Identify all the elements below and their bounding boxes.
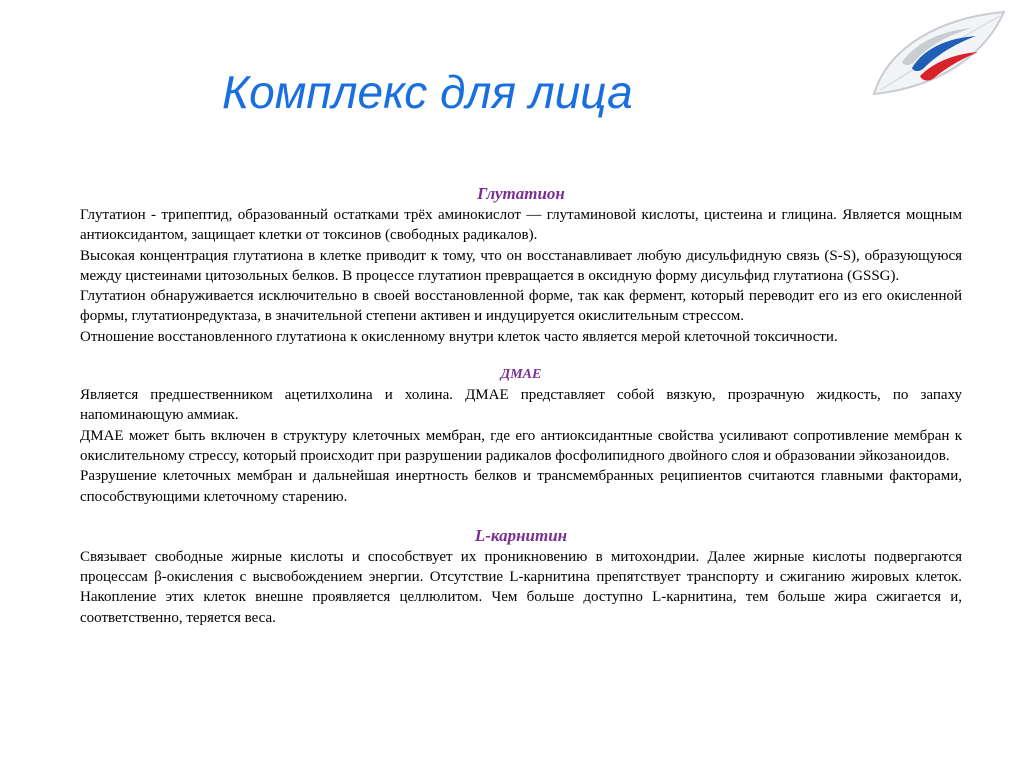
section-spacer [80, 507, 962, 525]
slide-content [80, 183, 962, 628]
section-spacer [80, 347, 962, 365]
slide-title: Комплекс для лица [222, 66, 633, 118]
glutathione-paragraph-1: Глутатион - трипептид, образованный остатками трёх аминокислот — глутаминовой кислоты, цистеина и глицина. Является мощным антиоксидантом, защищает клетки от токсинов (свободных радикалов). [80, 207, 962, 244]
section-heading-glutathione: Глутатион [477, 184, 565, 203]
glutathione-paragraph-3: Глутатион обнаруживается исключительно в своей восстановленной форме, так как фермент, который переводит его из его окисленной формы, глутатионредуктаза, в значительной степени активен и индуцируется окислительным стрессом. [80, 288, 962, 325]
glutathione-paragraph-2: Высокая концентрация глутатиона в клетке приводит к тому, что он восстанавливает любую дисульфидную связь (S-S), образующуюся между цистеинами цитозольных белков. В процессе глутатион превращается в оксидную форму дисульфид глутатиона (GSSG). [80, 247, 962, 284]
dmae-paragraph-2: ДМАЕ может быть включен в структуру клеточных мембран, где его антиоксидантные свойства усиливают сопротивление мембран к окислительному стрессу, который происходит при разрушении радикалов фосфолипидного двойного слоя и образовании эйкозаноидов. [80, 427, 962, 464]
section-heading-l-carnitine: L-карнитин [474, 525, 568, 545]
section-heading-dmae: ДМАЕ [500, 367, 542, 383]
dmae-paragraph-1: Является предшественником ацетилхолина и холина. ДМАЕ представляет собой вязкую, прозрачную жидкость, по запаху напоминающую аммиак. [80, 387, 962, 424]
dmae-paragraph-3: Разрушение клеточных мембран и дальнейшая инертность белков и трансмембранных реципиентов считаются главными факторами, способствующими клеточному старению. [80, 468, 962, 505]
l-carnitine-paragraph-1: Связывает свободные жирные кислоты и способствует их проникновению в митохондрии. Далее жирные кислоты подвергаются процессам β-окисления с высвобождением энергии. Отсутствие L-карнитина препятствует транспорту и сжиганию жировых клеток. Накопление этих клеток внешне проявляется целлюлитом. Чем больше доступно L-карнитина, тем больше жира сжигается и, соответственно, теряется веса. [80, 548, 962, 626]
glutathione-paragraph-4: Отношение восстановленного глутатиона к окисленному внутри клеток часто является мерой клеточной токсичности. [80, 328, 838, 345]
